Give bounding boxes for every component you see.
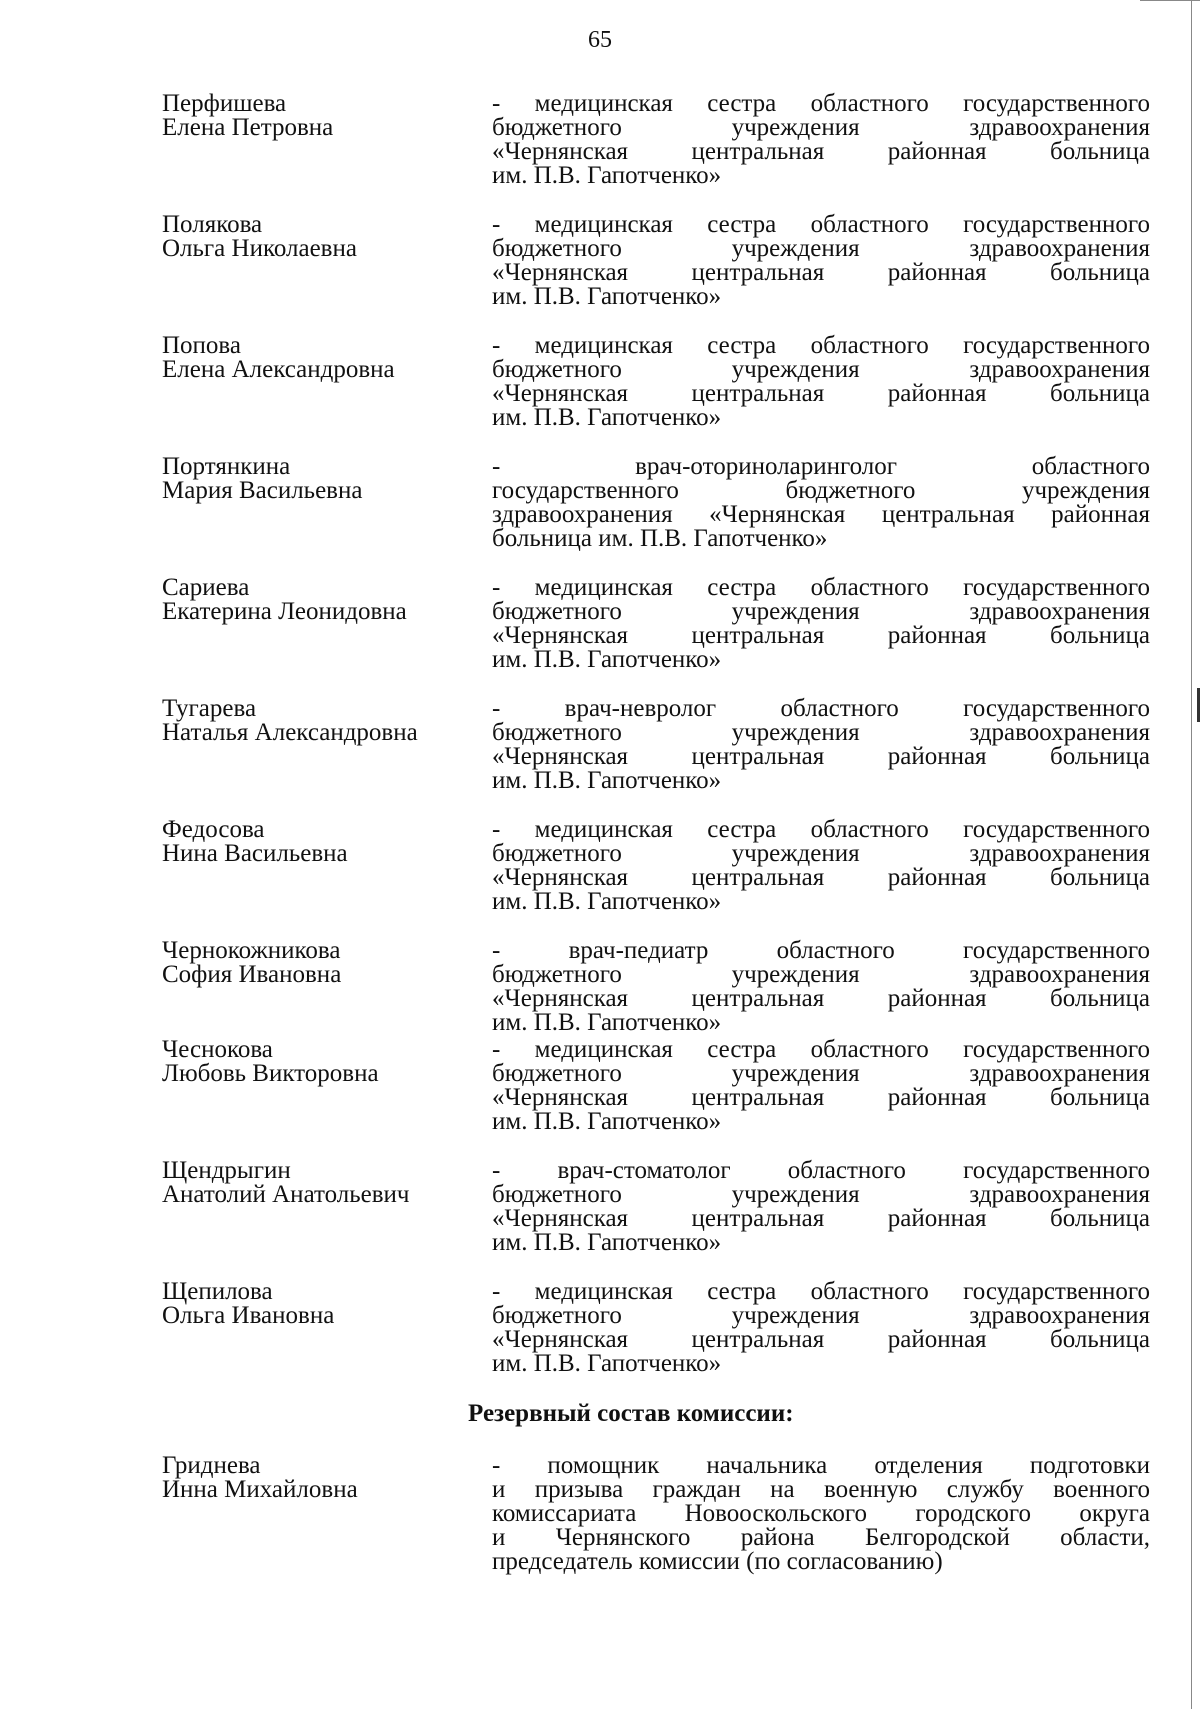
- member-position: [492, 1454, 1150, 1574]
- member-entry: [0, 334, 1200, 455]
- position-line: «Чернянская центральная районная больница: [492, 743, 1150, 770]
- position-line: и призыва граждан на военную службу военного: [492, 1476, 1150, 1503]
- reserve-section-heading: Резервный состав комиссии:: [468, 1400, 794, 1427]
- member-given-names: Екатерина Леонидовна: [162, 598, 407, 625]
- position-line: «Чернянская центральная районная больница: [492, 1084, 1150, 1111]
- position-line: им. П.В. Гапотченко»: [492, 162, 722, 189]
- member-name: [162, 939, 482, 987]
- member-entry: [0, 213, 1200, 334]
- member-name: [162, 1159, 482, 1207]
- member-surname: Гриднева: [162, 1452, 261, 1479]
- member-position: [492, 697, 1150, 793]
- member-given-names: Инна Михайловна: [162, 1476, 358, 1503]
- position-line: председатель комиссии (по согласованию): [492, 1548, 943, 1575]
- position-line: им. П.В. Гапотченко»: [492, 888, 722, 915]
- member-given-names: Ольга Николаевна: [162, 235, 357, 262]
- member-surname: Чеснокова: [162, 1036, 273, 1063]
- position-line: государственного бюджетного учреждения: [492, 477, 1150, 504]
- member-position: [492, 213, 1150, 309]
- member-entry: [0, 1038, 1200, 1159]
- position-line: бюджетного учреждения здравоохранения: [492, 356, 1150, 383]
- position-line: больница им. П.В. Гапотченко»: [492, 525, 828, 552]
- position-line: - медицинская сестра областного государственного: [492, 816, 1150, 843]
- position-line: «Чернянская центральная районная больница: [492, 1326, 1150, 1353]
- commission-members-list: [0, 92, 1200, 1401]
- position-line: бюджетного учреждения здравоохранения: [492, 235, 1150, 262]
- position-line: - врач-оториноларинголог областного: [492, 453, 1150, 480]
- member-given-names: Любовь Викторовна: [162, 1060, 379, 1087]
- position-line: - медицинская сестра областного государственного: [492, 332, 1150, 359]
- position-line: бюджетного учреждения здравоохранения: [492, 598, 1150, 625]
- position-line: «Чернянская центральная районная больница: [492, 138, 1150, 165]
- page-frame-top: [1140, 0, 1200, 1]
- member-given-names: София Ивановна: [162, 961, 342, 988]
- position-line: «Чернянская центральная районная больница: [492, 622, 1150, 649]
- member-surname: Щендрыгин: [162, 1157, 291, 1184]
- member-entry: [0, 697, 1200, 818]
- member-given-names: Мария Васильевна: [162, 477, 363, 504]
- position-line: им. П.В. Гапотченко»: [492, 1009, 722, 1036]
- member-given-names: Елена Александровна: [162, 356, 395, 383]
- member-surname: Портянкина: [162, 453, 291, 480]
- member-surname: Тугарева: [162, 695, 257, 722]
- position-line: «Чернянская центральная районная больница: [492, 1205, 1150, 1232]
- position-line: бюджетного учреждения здравоохранения: [492, 1302, 1150, 1329]
- position-line: - медицинская сестра областного государственного: [492, 211, 1150, 238]
- member-entry: [0, 92, 1200, 213]
- position-line: бюджетного учреждения здравоохранения: [492, 719, 1150, 746]
- position-line: «Чернянская центральная районная больница: [492, 864, 1150, 891]
- member-name: [162, 92, 482, 140]
- reserve-member-entry: [0, 1454, 1200, 1584]
- member-given-names: Ольга Ивановна: [162, 1302, 335, 1329]
- position-line: - медицинская сестра областного государственного: [492, 90, 1150, 117]
- member-given-names: Нина Васильевна: [162, 840, 348, 867]
- member-surname: Полякова: [162, 211, 263, 238]
- member-name: [162, 213, 482, 261]
- member-entry: [0, 818, 1200, 939]
- position-line: комиссариата Новооскольского городского округа: [492, 1500, 1150, 1527]
- position-line: бюджетного учреждения здравоохранения: [492, 840, 1150, 867]
- member-position: [492, 1159, 1150, 1255]
- position-line: бюджетного учреждения здравоохранения: [492, 1060, 1150, 1087]
- member-given-names: Анатолий Анатольевич: [162, 1181, 410, 1208]
- member-given-names: Елена Петровна: [162, 114, 334, 141]
- member-name: [162, 1280, 482, 1328]
- position-line: им. П.В. Гапотченко»: [492, 767, 722, 794]
- position-line: - врач-невролог областного государственного: [492, 695, 1150, 722]
- member-position: [492, 1280, 1150, 1376]
- member-name: [162, 697, 482, 745]
- member-entry: [0, 939, 1200, 1038]
- member-surname: Сариева: [162, 574, 250, 601]
- member-given-names: Наталья Александровна: [162, 719, 418, 746]
- position-line: бюджетного учреждения здравоохранения: [492, 1181, 1150, 1208]
- position-line: им. П.В. Гапотченко»: [492, 646, 722, 673]
- position-line: - медицинская сестра областного государственного: [492, 574, 1150, 601]
- position-line: здравоохранения «Чернянская центральная районная: [492, 501, 1150, 528]
- member-position: [492, 1038, 1150, 1134]
- member-entry: [0, 576, 1200, 697]
- position-line: - медицинская сестра областного государственного: [492, 1036, 1150, 1063]
- member-position: [492, 92, 1150, 188]
- member-name: [162, 818, 482, 866]
- member-name: [162, 1454, 482, 1502]
- member-position: [492, 818, 1150, 914]
- position-line: бюджетного учреждения здравоохранения: [492, 114, 1150, 141]
- position-line: им. П.В. Гапотченко»: [492, 1108, 722, 1135]
- position-line: - медицинская сестра областного государственного: [492, 1278, 1150, 1305]
- position-line: - помощник начальника отделения подготовки: [492, 1452, 1150, 1479]
- member-name: [162, 1038, 482, 1086]
- position-line: им. П.В. Гапотченко»: [492, 1229, 722, 1256]
- position-line: бюджетного учреждения здравоохранения: [492, 961, 1150, 988]
- member-position: [492, 939, 1150, 1035]
- position-line: им. П.В. Гапотченко»: [492, 1350, 722, 1377]
- member-entry: [0, 1280, 1200, 1401]
- member-surname: Федосова: [162, 816, 265, 843]
- position-line: - врач-педиатр областного государственного: [492, 937, 1150, 964]
- member-surname: Попова: [162, 332, 242, 359]
- position-line: «Чернянская центральная районная больница: [492, 380, 1150, 407]
- page-number: 65: [588, 27, 612, 53]
- position-line: - врач-стоматолог областного государственного: [492, 1157, 1150, 1184]
- position-line: и Чернянского района Белгородской области,: [492, 1524, 1150, 1551]
- position-line: «Чернянская центральная районная больница: [492, 259, 1150, 286]
- position-line: «Чернянская центральная районная больница: [492, 985, 1150, 1012]
- position-line: им. П.В. Гапотченко»: [492, 283, 722, 310]
- member-name: [162, 576, 482, 624]
- member-position: [492, 576, 1150, 672]
- member-surname: Чернокожникова: [162, 937, 341, 964]
- member-position: [492, 334, 1150, 430]
- member-surname: Щепилова: [162, 1278, 273, 1305]
- member-name: [162, 455, 482, 503]
- member-position: [492, 455, 1150, 551]
- position-line: им. П.В. Гапотченко»: [492, 404, 722, 431]
- member-entry: [0, 1159, 1200, 1280]
- member-entry: [0, 455, 1200, 576]
- member-surname: Перфишева: [162, 90, 287, 117]
- member-name: [162, 334, 482, 382]
